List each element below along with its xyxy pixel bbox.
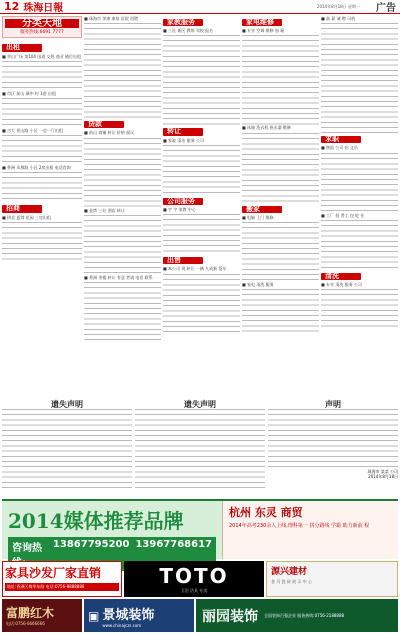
text-block bbox=[84, 138, 161, 208]
section-loan: 贷款 bbox=[84, 121, 124, 128]
text-block bbox=[163, 35, 240, 125]
section-mover: 搬家 bbox=[242, 206, 282, 213]
masthead: 珠海日報 bbox=[23, 3, 64, 14]
list-item: ■ 香洲 凤凰路 小区 2房出租 电话咨询 bbox=[2, 165, 71, 171]
section-transfer: 转让 bbox=[163, 128, 203, 135]
notice-signature: 珠海市 某某 公司 bbox=[367, 469, 398, 474]
list-item: ■ 高 薪 诚 聘 司机 bbox=[321, 16, 356, 21]
media-brand-banner bbox=[2, 499, 398, 559]
section-rent: 出租 bbox=[2, 44, 42, 51]
furniture-title: 家具沙发厂家直销 bbox=[5, 566, 102, 580]
text-block bbox=[163, 214, 240, 254]
jingcheng-logo-icon: ▣ bbox=[88, 608, 100, 623]
list-item: ■ 翠山广场 第104 国道 交界 商业 铺位出租 bbox=[2, 53, 82, 59]
classified-column-2 bbox=[84, 16, 161, 400]
section-recruit: 求职 bbox=[321, 136, 361, 143]
notice-date: 2014年8月18日 bbox=[368, 474, 398, 479]
notices-area bbox=[2, 402, 398, 498]
text-block bbox=[242, 133, 319, 203]
text-block bbox=[2, 98, 82, 128]
list-item: ■ 工厂 招 普工 包 吃 住 bbox=[321, 212, 365, 218]
page-header bbox=[0, 0, 400, 14]
toto-logo: TOTO bbox=[159, 564, 229, 588]
classified-column-3 bbox=[163, 16, 240, 400]
brand-box bbox=[2, 16, 82, 38]
notice-column-middle bbox=[135, 402, 265, 498]
page-number: 12 bbox=[4, 0, 20, 13]
building-ad bbox=[266, 561, 398, 597]
text-block bbox=[84, 215, 161, 275]
liyuan-title: 丽园装饰 bbox=[202, 608, 258, 625]
section-company: 公司服务 bbox=[163, 198, 203, 205]
text-block bbox=[321, 23, 398, 133]
ad-row-2 bbox=[2, 599, 398, 632]
notice-heading: 声明 bbox=[325, 400, 341, 409]
list-item: ■ 冰箱 洗衣机 热水器 维修 bbox=[242, 125, 291, 131]
ad-row-1 bbox=[2, 561, 398, 597]
list-item: ■ 本公司 现 转让 一辆 九成新 货车 bbox=[163, 266, 227, 272]
text-block bbox=[321, 289, 398, 329]
notice-heading: 遗失声明 bbox=[184, 400, 216, 409]
liyuan-ad bbox=[196, 599, 398, 632]
list-item: ■ 家电 清洗 服务 bbox=[242, 282, 274, 288]
jingcheng-title: 景城装饰 bbox=[102, 607, 155, 623]
list-item: ■ 香洲 茶楼 转让 有意 者请 电话 联系 bbox=[84, 274, 153, 280]
list-item: ■ 金湾 三灶 酒店 转让 bbox=[84, 207, 125, 213]
brand-title: 分类天地 bbox=[5, 19, 79, 28]
list-item: ■ 前山 商铺 转让 价格 面议 bbox=[84, 130, 135, 136]
liyuan-sub: 全国装饰百强企业 服务热线:0756-2188888 bbox=[264, 612, 345, 618]
classifieds-area bbox=[2, 16, 398, 400]
text-block bbox=[2, 135, 82, 165]
rosewood-sub: 电话:0756-6666666 bbox=[6, 621, 45, 626]
notice-column-left bbox=[2, 402, 132, 498]
tel-number-2: 13967768617 bbox=[135, 539, 212, 550]
list-item: ■ 家政 清洁 服务 公司 bbox=[163, 137, 204, 143]
classified-column-1 bbox=[2, 16, 82, 400]
banner-title: 2014媒体推荐品牌 bbox=[8, 509, 184, 533]
tel-label: 咨询热 bbox=[12, 543, 42, 554]
list-item: ■ 物流 公司 招 文员 bbox=[321, 145, 358, 151]
text-block bbox=[242, 222, 319, 282]
building-sub: 金 马 瓷 砖 展 示 中 心 bbox=[271, 579, 312, 584]
toto-sub: 卫浴 洁具 专卖 bbox=[180, 588, 208, 593]
list-item: ■ 吉大 景山路 小区 一房一厅出租 bbox=[2, 128, 63, 134]
text-block bbox=[2, 409, 132, 491]
classified-column-5 bbox=[321, 16, 398, 400]
text-block bbox=[2, 61, 82, 91]
jingcheng-sub: www.chinajczs.com bbox=[102, 622, 142, 628]
section-repair: 家电维修 bbox=[242, 19, 282, 26]
list-item: ■ 专业 空调 维修 加 氟 bbox=[242, 28, 285, 34]
list-item: ■ 三灶 新区 教练 驾校 报名 bbox=[163, 28, 214, 34]
banner-right-ad bbox=[222, 501, 398, 559]
text-block bbox=[84, 23, 161, 118]
text-block bbox=[163, 145, 240, 195]
text-block bbox=[321, 153, 398, 213]
tel-number-1: 13867795200 bbox=[52, 539, 130, 550]
brand-tel: 服务热线:6691 7777 bbox=[20, 30, 64, 36]
toto-ad bbox=[124, 561, 264, 597]
list-item: ■ 宇 宇 家教 中心 bbox=[163, 207, 196, 213]
building-title: 源兴建材 bbox=[271, 567, 308, 577]
text-block bbox=[242, 35, 319, 125]
list-item: ■ 市区 前山 城中 村 1套 出租 bbox=[2, 90, 56, 96]
right-ad-sub: 2014年高考230余人上线,理科第一 拼分路线 学霸 助力新前 程 bbox=[229, 523, 370, 529]
text-block bbox=[2, 222, 82, 262]
list-item: ■ 专业 清洗 服务 公司 bbox=[321, 282, 362, 288]
furniture-ad bbox=[2, 561, 122, 597]
list-item: ■ 珠海市 荣康 康复 医院 招聘 bbox=[84, 16, 139, 21]
text-block bbox=[321, 220, 398, 270]
list-item: ■ 拱北 夏湾 花园 三房出租 bbox=[2, 214, 51, 220]
rosewood-ad bbox=[2, 599, 82, 632]
banner-left bbox=[2, 501, 222, 559]
notice-column-right bbox=[268, 402, 398, 498]
issue-date: 2014年8月18日 星期一 bbox=[316, 3, 360, 9]
right-ad-title: 杭州 东灵 商贸 bbox=[229, 506, 303, 519]
classified-column-4 bbox=[242, 16, 319, 400]
text-block bbox=[135, 409, 265, 491]
text-block bbox=[242, 289, 319, 334]
notice-heading: 遗失声明 bbox=[51, 400, 83, 409]
text-block bbox=[2, 172, 82, 202]
section-apply: 招商 bbox=[2, 205, 42, 212]
section-sell: 出售 bbox=[163, 257, 203, 264]
text-block bbox=[268, 409, 398, 469]
furniture-sub: 地址:香洲区梅华东路 电话:0756-8888888 bbox=[5, 583, 119, 591]
section-edu: 家教服务 bbox=[163, 19, 203, 26]
section-title: 广告 bbox=[376, 3, 396, 14]
jingcheng-ad bbox=[84, 599, 194, 632]
text-block bbox=[84, 282, 161, 342]
rosewood-title: 富鹏红木 bbox=[6, 606, 55, 620]
list-item: ■ 电脑 上门 维修 bbox=[242, 214, 274, 220]
section-statement: 清洗 bbox=[321, 273, 361, 280]
text-block bbox=[163, 274, 240, 334]
